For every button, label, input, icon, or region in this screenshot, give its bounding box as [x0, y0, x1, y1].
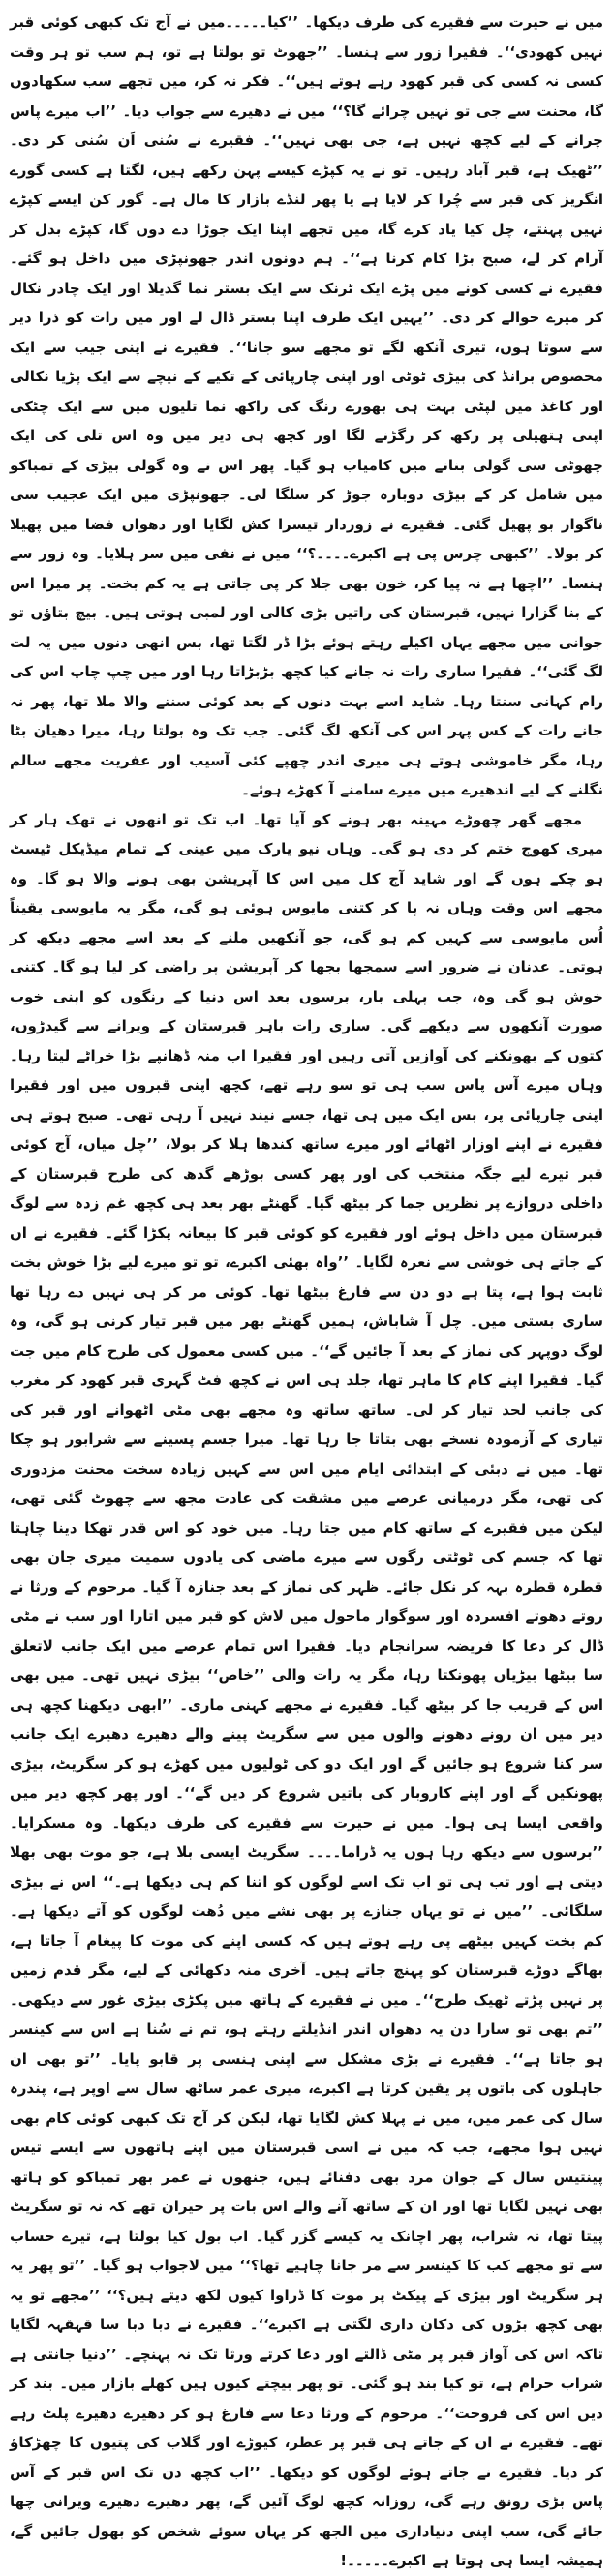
story-paragraph-2: مجھے گھر چھوڑے مہینہ بھر ہونے کو آیا تھا۔ اب تک تو انھوں نے تھک ہار کر میری کھوج ختم کر دی ہو گی۔ وہاں نیو یارک میں عینی کے تمام میڈیکل ٹیسٹ ہو چکے ہوں گے اور شاید آج کل میں اس کا آپریشن بھی ہونے والا ہو گا۔ وہ مجھے اس وقت وہاں نہ پا کر کتنی مایوس ہوئی ہو گی، مگر یہ مایوسی یقیناً اُس مایوسی سے کہیں کم ہو گی، جو آنکھیں ملنے کے بعد اسے مجھے دیکھ کر ہوتی۔ عدنان نے ضرور اسے سمجھا بجھا کر آپریشن پر راضی کر لیا ہو گا۔ کتنی خوش ہو گی وہ، جب پہلی بار، برسوں بعد اس دنیا کے رنگوں کو اپنی خوب صورت آنکھوں سے دیکھے گی۔ ساری رات باہر قبرستان کے ویرانے سے گیدڑوں، کتوں کے بھونکنے کی آوازیں آتی رہیں اور فقیرا اب منہ ڈھانپے بڑا خراٹے لیتا رہا۔ وہاں میرے آس پاس سب ہی تو سو رہے تھے، کچھ اپنی قبروں میں اور فقیرا اپنی چارپائی پر، بس ایک میں ہی تھا، جسے نیند نہیں آ رہی تھی۔ صبح ہوتے ہی فقیرے نے اپنے اوزار اٹھائے اور میرے ساتھ کندھا ہلا کر بولا، ’’چل میاں، آج کوئی قبر تیرے لیے جگہ منتخب کی اور پھر کسی بوڑھے گدھ کی طرح قبرستان کے داخلی دروازے پر نظریں جما کر بیٹھ گیا۔ گھنٹے بھر بعد ہی کچھ غم زدہ سے لوگ قبرستان میں داخل ہوئے اور فقیرے کو کوئی قبر کا بیعانہ پکڑا گئے۔ فقیرے نے ان کے جاتے ہی خوشی سے نعرہ لگایا۔ ’’واہ بھئی اکبرے، تو تو میرے لیے بڑا خوش بخت ثابت ہوا ہے، پتا ہے دو دن سے فارغ بیٹھا تھا۔ کوئی مر کر ہی نہیں دے رہا تھا ساری بستی میں۔ چل آ شاباش، ہمیں گھنٹے بھر میں قبر تیار کرنی ہو گی، وہ لوگ دوپہر کی نماز کے بعد آ جائیں گے‘‘۔ میں کسی معمول کی طرح کام میں جت گیا۔ فقیرا اپنے کام کا ماہر تھا، جلد ہی اس نے کچھ فٹ گہری قبر کھود کر مغرب کی جانب لحد تیار کر لی۔ ساتھ ساتھ وہ مجھے بھی مٹی اٹھوانے اور قبر کی تیاری کے آزمودہ نسخے بھی بتاتا جا رہا تھا۔ میرا جسم پسینے سے شرابور ہو چکا تھا۔ میں نے دبئی کے ابتدائی ایام میں اس سے کہیں زیادہ سخت محنت مزدوری کی تھی، مگر درمیانی عرصے میں مشقت کی عادت مجھ سے چھوٹ گئی تھی، لیکن میں فقیرے کے ساتھ کام میں جتا رہا۔ میں خود کو اس قدر تھکا دینا چاہتا تھا کہ جسم کی ٹوٹتی رگوں سے میرے ماضی کی یادوں سمیت میری جان بھی قطرہ قطرہ بہہ کر نکل جائے۔ ظہر کی نماز کے بعد جنازہ آ گیا۔ مرحوم کے ورثا نے روتے دھوتے افسردہ اور سوگوار ماحول میں لاش کو قبر میں اتارا اور سب نے مٹی ڈال کر دعا کا فریضہ سرانجام دیا۔ فقیرا اس تمام عرصے میں ایک جانب لاتعلق سا بیٹھا بیڑیاں پھونکتا رہا، مگر یہ رات والی ’’خاص‘‘ بیڑی نہیں تھی۔ میں بھی اس کے قریب جا کر بیٹھ گیا۔ فقیرے نے مجھے کہنی ماری۔ ’’ابھی دیکھنا کچھ ہی دیر میں ان رونے دھونے والوں میں سے سگریٹ پینے والے دھیرے دھیرے ایک جانب سر کنا شروع ہو جائیں گے اور ایک دو کی ٹولیوں میں کھڑے ہو کر سگریٹ، بیڑی پھونکیں گے اور اپنے کاروبار کی باتیں شروع کر دیں گے‘‘۔ اور پھر کچھ دیر میں واقعی ایسا ہی ہوا۔ میں نے حیرت سے فقیرے کی طرف دیکھا۔ وہ مسکرایا۔ ’’برسوں سے دیکھ رہا ہوں یہ ڈراما۔۔۔۔ سگریٹ ایسی بلا ہے، جو موت بھی بھلا دیتی ہے اور تب ہی تو اب تک اسے لوگوں کو اتنا کم ہی دیکھا ہے۔‘‘ اس نے بیڑی سلگائی۔ ’’میں نے تو یہاں جنازے پر بھی نشے میں دُھت لوگوں کو آتے دیکھا ہے۔ کم بخت کہیں بیٹھے پی رہے ہوتے ہیں کہ کسی اپنے کی موت کا پیغام آ جاتا ہے، بھاگے دوڑے قبرستان کو پہنچ جاتے ہیں۔ آخری منہ دکھائی کے لیے، مگر قدم زمین پر نہیں پڑتے ٹھیک طرح‘‘۔ میں نے فقیرے کے ہاتھ میں پکڑی بیڑی غور سے دیکھی۔ ’’تم بھی تو سارا دن یہ دھواں اندر انڈیلتے رہتے ہو، تم نے سُنا ہے اس سے کینسر ہو جاتا ہے‘‘۔ فقیرے نے بڑی مشکل سے اپنی ہنسی پر قابو پایا۔ ’’تو بھی ان جاہلوں کی باتوں پر یقین کرتا ہے اکبرے، میری عمر ساٹھ سال سے اوپر ہے، پندرہ سال کی عمر میں، میں نے پہلا کش لگایا تھا، لیکن کر آج تک کبھی کوئی کام بھی نہیں ہوا مجھے، جب کہ میں نے اسی قبرستان میں اپنے ہاتھوں سے ایسے تیس پینتیس سال کے جوان مرد بھی دفنائے ہیں، جنھوں نے عمر بھر تمباکو کو ہاتھ بھی نہیں لگایا تھا اور ان کے ساتھ آنے والے اس بات پر حیران تھے کہ نہ تو سگریٹ پیتا تھا، نہ شراب، پھر اچانک یہ کیسے گزر گیا۔ اب بول کیا بولتا ہے، تیرے حساب سے تو مجھے کب کا کینسر سے مر جانا چاہیے تھا؟‘‘ میں لاجواب ہو گیا۔ ’’تو پھر یہ ہر سگریٹ اور بیڑی کے پیکٹ پر موت کا ڈراوا کیوں لکھ دیتے ہیں؟‘‘ ’’مجھے تو یہ بھی کچھ بڑوں کی دکان داری لگتی ہے اکبرے‘‘۔ فقیرے نے دبا دبا سا قہقہہ لگایا تاکہ اس کی آواز قبر پر مٹی ڈالتے اور دعا کرتے ورثا تک نہ پہنچے۔ ’’دنیا جانتی ہے شراب حرام ہے، تو کیا بند ہو گئی۔ تو پھر بیچتے کیوں ہیں کھلے بازار میں۔ بند کر دیں اس کی فروخت‘‘۔ مرحوم کے ورثا دعا سے فارغ ہو کر دھیرے دھیرے پلٹ رہے تھے۔ فقیرے نے ان کے جاتے ہی قبر پر عطر، کیوڑے اور گلاب کی پتیوں کا چھڑکاؤ کر دیا۔ فقیرے نے جاتے ہوئے لوگوں کو دیکھا۔ ’’اب کچھ دن تک اس قبر کے آس پاس بڑی رونق رہے گی، روزانہ کچھ لوگ آئیں گے، پھر دھیرے دھیرے ویرانی چھا جائے گی، سب اپنی دنیاداری میں الجھ کر یہاں سوئے شخص کو بھول جائیں گے، ہمیشہ ایسا ہی ہوتا ہے اکبرے۔۔۔۔۔! [9, 810, 603, 2569]
story-paragraph-1: میں نے حیرت سے فقیرے کی طرف دیکھا۔ ’’کیا۔۔۔۔۔میں نے آج تک کبھی کوئی قبر نہیں کھودی‘‘۔ فقیرا زور سے ہنسا۔ ’’جھوٹ تو بولتا ہے تو، ہم سب تو ہر وقت کسی نہ کسی کی قبر کھود رہے ہوتے ہیں‘‘۔ فکر نہ کر، میں تجھے سب سکھادوں گا، محنت سے جی تو نہیں چرائے گا؟‘‘ میں نے دھیرے سے جواب دیا۔ ’’اب میرے پاس چرانے کے لیے کچھ نہیں ہے، جی بھی نہیں‘‘۔ فقیرے نے سُنی اَن سُنی کر دی۔ ’’ٹھیک ہے، قبر آباد رہیں۔ تو نے یہ کپڑے کیسے پہن رکھے ہیں، لگتا ہے کسی گورے انگریز کی قبر سے چُرا کر لایا ہے یا پھر لنڈے بازار کا مال ہے۔ گور کن ایسے کپڑے نہیں پہنتے، چل کیا یاد کرے گا، میں تجھے اپنا ایک جوڑا دے دوں گا، کپڑے بدل کر آرام کر لے، صبح بڑا کام کرنا ہے‘‘۔ ہم دونوں اندر جھونپڑی میں داخل ہو گئے۔ فقیرے نے کسی کونے میں پڑے ایک ٹرنک سے ایک بستر نما گدیلا اور ایک چادر نکال کر میرے حوالے کر دی۔ ’’یہیں ایک طرف اپنا بستر ڈال لے اور میں رات کو ذرا دیر سے سوتا ہوں، تیری آنکھ لگے تو مجھے سو جانا‘‘۔ فقیرے نے اپنی جیب سے ایک مخصوص برانڈ کی بیڑی ٹوٹی اور اپنی چارپائی کے تکیے کے نیچے سے ایک پڑیا نکالی اور کاغذ میں لپٹی بہت ہی بھورے رنگ کی راکھ نما تلیوں میں سے ایک چٹکی اپنی ہتھیلی پر رکھ کر رگڑنے لگا اور کچھ ہی دیر میں وہ اس تلی کی ایک چھوٹی سی گولی بنانے میں کامیاب ہو گیا۔ پھر اس نے وہ گولی بیڑی کے تمباکو میں شامل کر کے بیڑی دوبارہ جوڑ کر سلگا لی۔ جھونپڑی میں ایک عجیب سی ناگوار بو پھیل گئی۔ فقیرے نے زوردار تیسرا کش لگایا اور دھواں فضا میں پھیلا کر بولا۔ ’’کبھی چرس پی ہے اکبرے۔۔۔۔؟‘‘ میں نے نفی میں سر ہلایا۔ وہ زور سے ہنسا۔ ’’اچھا ہے نہ پیا کر، خون بھی جلا کر پی جاتی ہے یہ کم بخت۔ پر میرا اس کے بنا گزارا نہیں، قبرستان کی راتیں بڑی کالی اور لمبی ہوتی ہیں۔ بیچ بتاؤں تو جوانی میں مجھے یہاں اکیلے رہتے ہوئے بڑا ڈر لگتا تھا، بس انھی دنوں میں یہ لت لگ گئی‘‘۔ فقیرا ساری رات نہ جانے کیا کچھ بڑبڑاتا رہا اور میں چپ چاپ اس کی رام کہانی سنتا رہا۔ شاید اسے بہت دنوں کے بعد کوئی سننے والا ملا تھا، پھر نہ جانے رات کے کس پہر اس کی آنکھ لگ گئی۔ جب تک وہ بولتا رہا، میرا دھیان بٹا رہا، مگر خاموشی ہوتے ہی میری اندر چھپے کئی آسیب اور عفریت مجھے سالم نگلنے کے لیے اندھیرے میں میرے سامنے آ کھڑے ہوئے۔ [10, 14, 603, 798]
